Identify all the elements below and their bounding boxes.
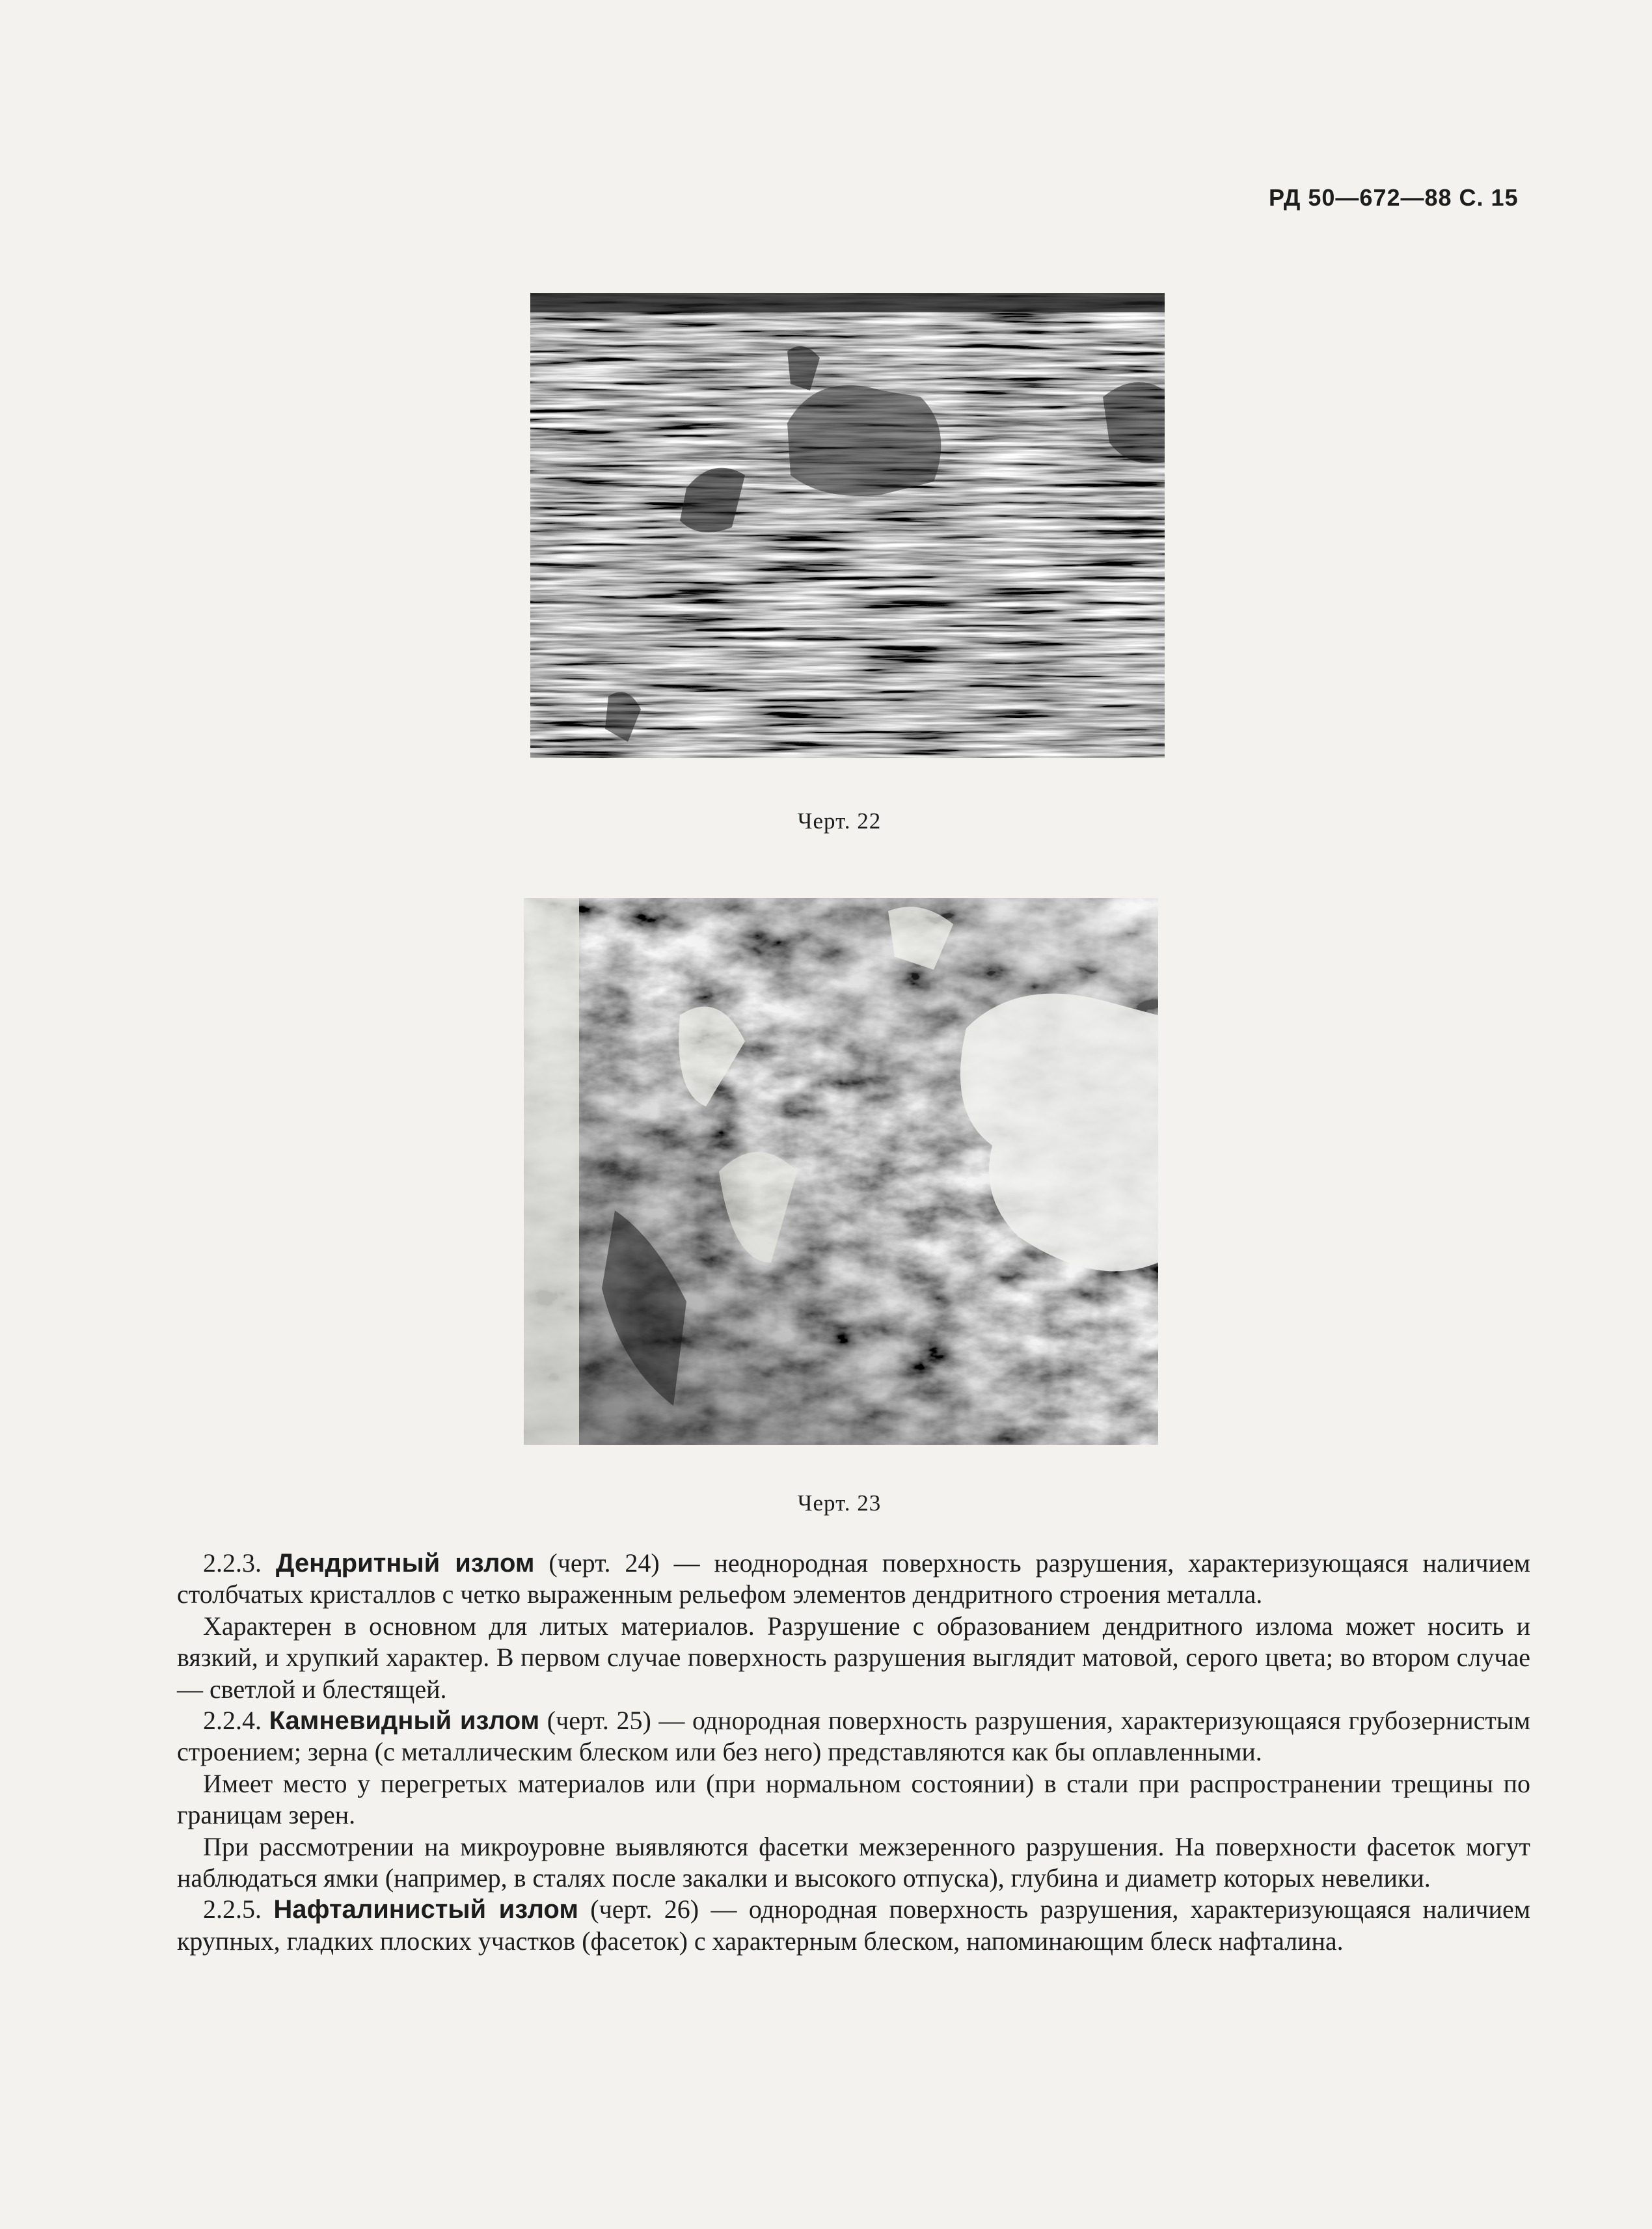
paragraph-text: (черт. 24) — неоднородная поверхность разрушения, характеризующаяся наличием столбчатых кристаллов с четко выраженным рельефом элементов дендритного строения металла. [177,1548,1530,1609]
figure-caption-23: Черт. 23 [797,1490,882,1516]
fracture-photo-22 [530,293,1165,758]
paragraph-text-block: Имеет место у перегретых материалов или (при нормальном состоянии) в стали при распространении трещины по границам зерен. [177,1768,1530,1830]
paragraph-text-block: Характерен в основном для литых материалов. Разрушение с образованием дендритного излома может носить и вязкий, и хрупкий характер. В первом случае поверхность разрушения выглядит матовой, серого цвета; во втором случае — светлой и блестящей. [177,1611,1530,1704]
term-dendritic-fracture: Дендритный излом [275,1549,535,1578]
paragraph-2-2-3 [177,1548,1530,1611]
paragraph-text: (черт. 25) — однородная поверхность разрушения, характеризующаяся грубозернистым строением; зерна (с металлическим блеском или без него) представляются как бы оплавленными. [177,1706,1531,1767]
document-reference: РД 50—672—88 С. 15 [1269,184,1519,211]
section-number: 2.2.4. [203,1706,262,1736]
term-naphthalene-fracture: Нафталинистый излом [273,1895,578,1924]
term-stone-like-fracture: Камневидный излом [269,1706,540,1736]
paragraph-text: (черт. 26) — однородная поверхность разрушения, характеризующаяся наличием крупных, гладких плоских участков (фасеток) с характерным блеском, напоминающим блеск нафталина. [177,1894,1531,1956]
section-number: 2.2.5. [203,1894,262,1924]
fracture-photo-23 [524,898,1158,1445]
paragraph-2-2-4 [177,1705,1530,1768]
section-number: 2.2.3. [203,1548,262,1578]
figure-caption-22: Черт. 22 [797,808,882,834]
paragraph-2-2-5 [177,1894,1530,1957]
paragraph-text-block: При рассмотрении на микроуровне выявляются фасетки межзеренного разрушения. На поверхности фасеток могут наблюдаться ямки (например, в сталях после закалки и высокого отпуска), глубина и диаметр которых невелики. [177,1831,1530,1893]
body-text [177,1548,1530,1957]
